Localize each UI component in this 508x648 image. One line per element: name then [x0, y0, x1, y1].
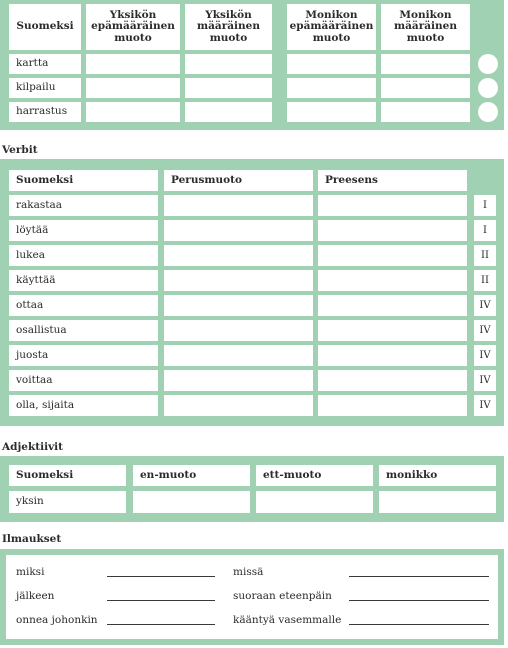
answer-field[interactable] [318, 370, 467, 391]
nouns-header-sg-indef: Yksikön epämääräinen muoto [86, 4, 180, 50]
answer-field[interactable] [381, 54, 470, 74]
marker-circle [478, 102, 498, 122]
expressions-title: Ilmaukset [2, 533, 62, 545]
answer-field[interactable] [86, 78, 180, 98]
verbs-row-word: olla, sijaita [9, 395, 158, 416]
answer-field[interactable] [164, 245, 313, 266]
answer-field[interactable] [86, 102, 180, 122]
nouns-header-finnish: Suomeksi [9, 4, 81, 50]
answer-field[interactable] [133, 491, 250, 513]
expression-label: onnea johonkin [16, 614, 98, 626]
verbs-header-finnish: Suomeksi [9, 170, 158, 191]
answer-field[interactable] [164, 320, 313, 341]
expression-label: kääntyä vasemmalle [233, 614, 342, 626]
nouns-header-pl-def: Monikon määräinen muoto [381, 4, 470, 50]
answer-field[interactable] [164, 295, 313, 316]
verb-type-badge: II [474, 245, 496, 266]
answer-field[interactable] [318, 295, 467, 316]
answer-line[interactable] [107, 576, 215, 577]
answer-field[interactable] [318, 320, 467, 341]
answer-field[interactable] [379, 491, 496, 513]
adjectives-header-ett-form: ett-muoto [256, 465, 373, 486]
answer-field[interactable] [86, 54, 180, 74]
verbs-row-word: ottaa [9, 295, 158, 316]
verb-type-badge: I [474, 195, 496, 216]
answer-line[interactable] [349, 600, 489, 601]
answer-line[interactable] [349, 576, 489, 577]
verbs-row-word: käyttää [9, 270, 158, 291]
verbs-row-word: rakastaa [9, 195, 158, 216]
answer-field[interactable] [381, 102, 470, 122]
answer-field[interactable] [164, 345, 313, 366]
answer-line[interactable] [349, 624, 489, 625]
answer-field[interactable] [185, 54, 272, 74]
verbs-row-word: voittaa [9, 370, 158, 391]
answer-field[interactable] [318, 195, 467, 216]
expression-label: missä [233, 566, 264, 578]
answer-field[interactable] [164, 220, 313, 241]
verbs-row-word: osallistua [9, 320, 158, 341]
answer-field[interactable] [318, 220, 467, 241]
adjectives-header-plural: monikko [379, 465, 496, 486]
marker-circle [478, 54, 498, 74]
verbs-header-present: Preesens [318, 170, 467, 191]
answer-field[interactable] [256, 491, 373, 513]
answer-field[interactable] [164, 370, 313, 391]
nouns-header-sg-def: Yksikön määräinen muoto [185, 4, 272, 50]
adjectives-row-word: yksin [9, 491, 126, 513]
verbs-row-word: juosta [9, 345, 158, 366]
nouns-row-word: kilpailu [9, 78, 81, 98]
answer-field[interactable] [318, 270, 467, 291]
answer-field[interactable] [287, 78, 376, 98]
answer-line[interactable] [107, 600, 215, 601]
answer-field[interactable] [318, 395, 467, 416]
verbs-row-word: löytää [9, 220, 158, 241]
answer-field[interactable] [185, 102, 272, 122]
nouns-row-word: harrastus [9, 102, 81, 122]
answer-field[interactable] [164, 195, 313, 216]
marker-circle [478, 78, 498, 98]
verb-type-badge: II [474, 270, 496, 291]
verbs-row-word: lukea [9, 245, 158, 266]
verbs-header-base-form: Perusmuoto [164, 170, 313, 191]
answer-field[interactable] [318, 245, 467, 266]
nouns-row-word: kartta [9, 54, 81, 74]
verb-type-badge: IV [474, 345, 496, 366]
answer-field[interactable] [318, 345, 467, 366]
answer-field[interactable] [381, 78, 470, 98]
answer-field[interactable] [287, 102, 376, 122]
verb-type-badge: IV [474, 320, 496, 341]
expression-label: jälkeen [16, 590, 55, 602]
adjectives-header-finnish: Suomeksi [9, 465, 126, 486]
answer-field[interactable] [164, 395, 313, 416]
verb-type-badge: I [474, 220, 496, 241]
answer-field[interactable] [164, 270, 313, 291]
answer-line[interactable] [107, 624, 215, 625]
verbs-title: Verbit [2, 144, 38, 156]
expression-label: suoraan eteenpäin [233, 590, 332, 602]
verb-type-badge: IV [474, 395, 496, 416]
expression-label: miksi [16, 566, 45, 578]
verb-type-badge: IV [474, 295, 496, 316]
adjectives-title: Adjektiivit [2, 441, 64, 453]
answer-field[interactable] [287, 54, 376, 74]
adjectives-header-en-form: en-muoto [133, 465, 250, 486]
nouns-header-pl-indef: Monikon epämääräinen muoto [287, 4, 376, 50]
answer-field[interactable] [185, 78, 272, 98]
verb-type-badge: IV [474, 370, 496, 391]
